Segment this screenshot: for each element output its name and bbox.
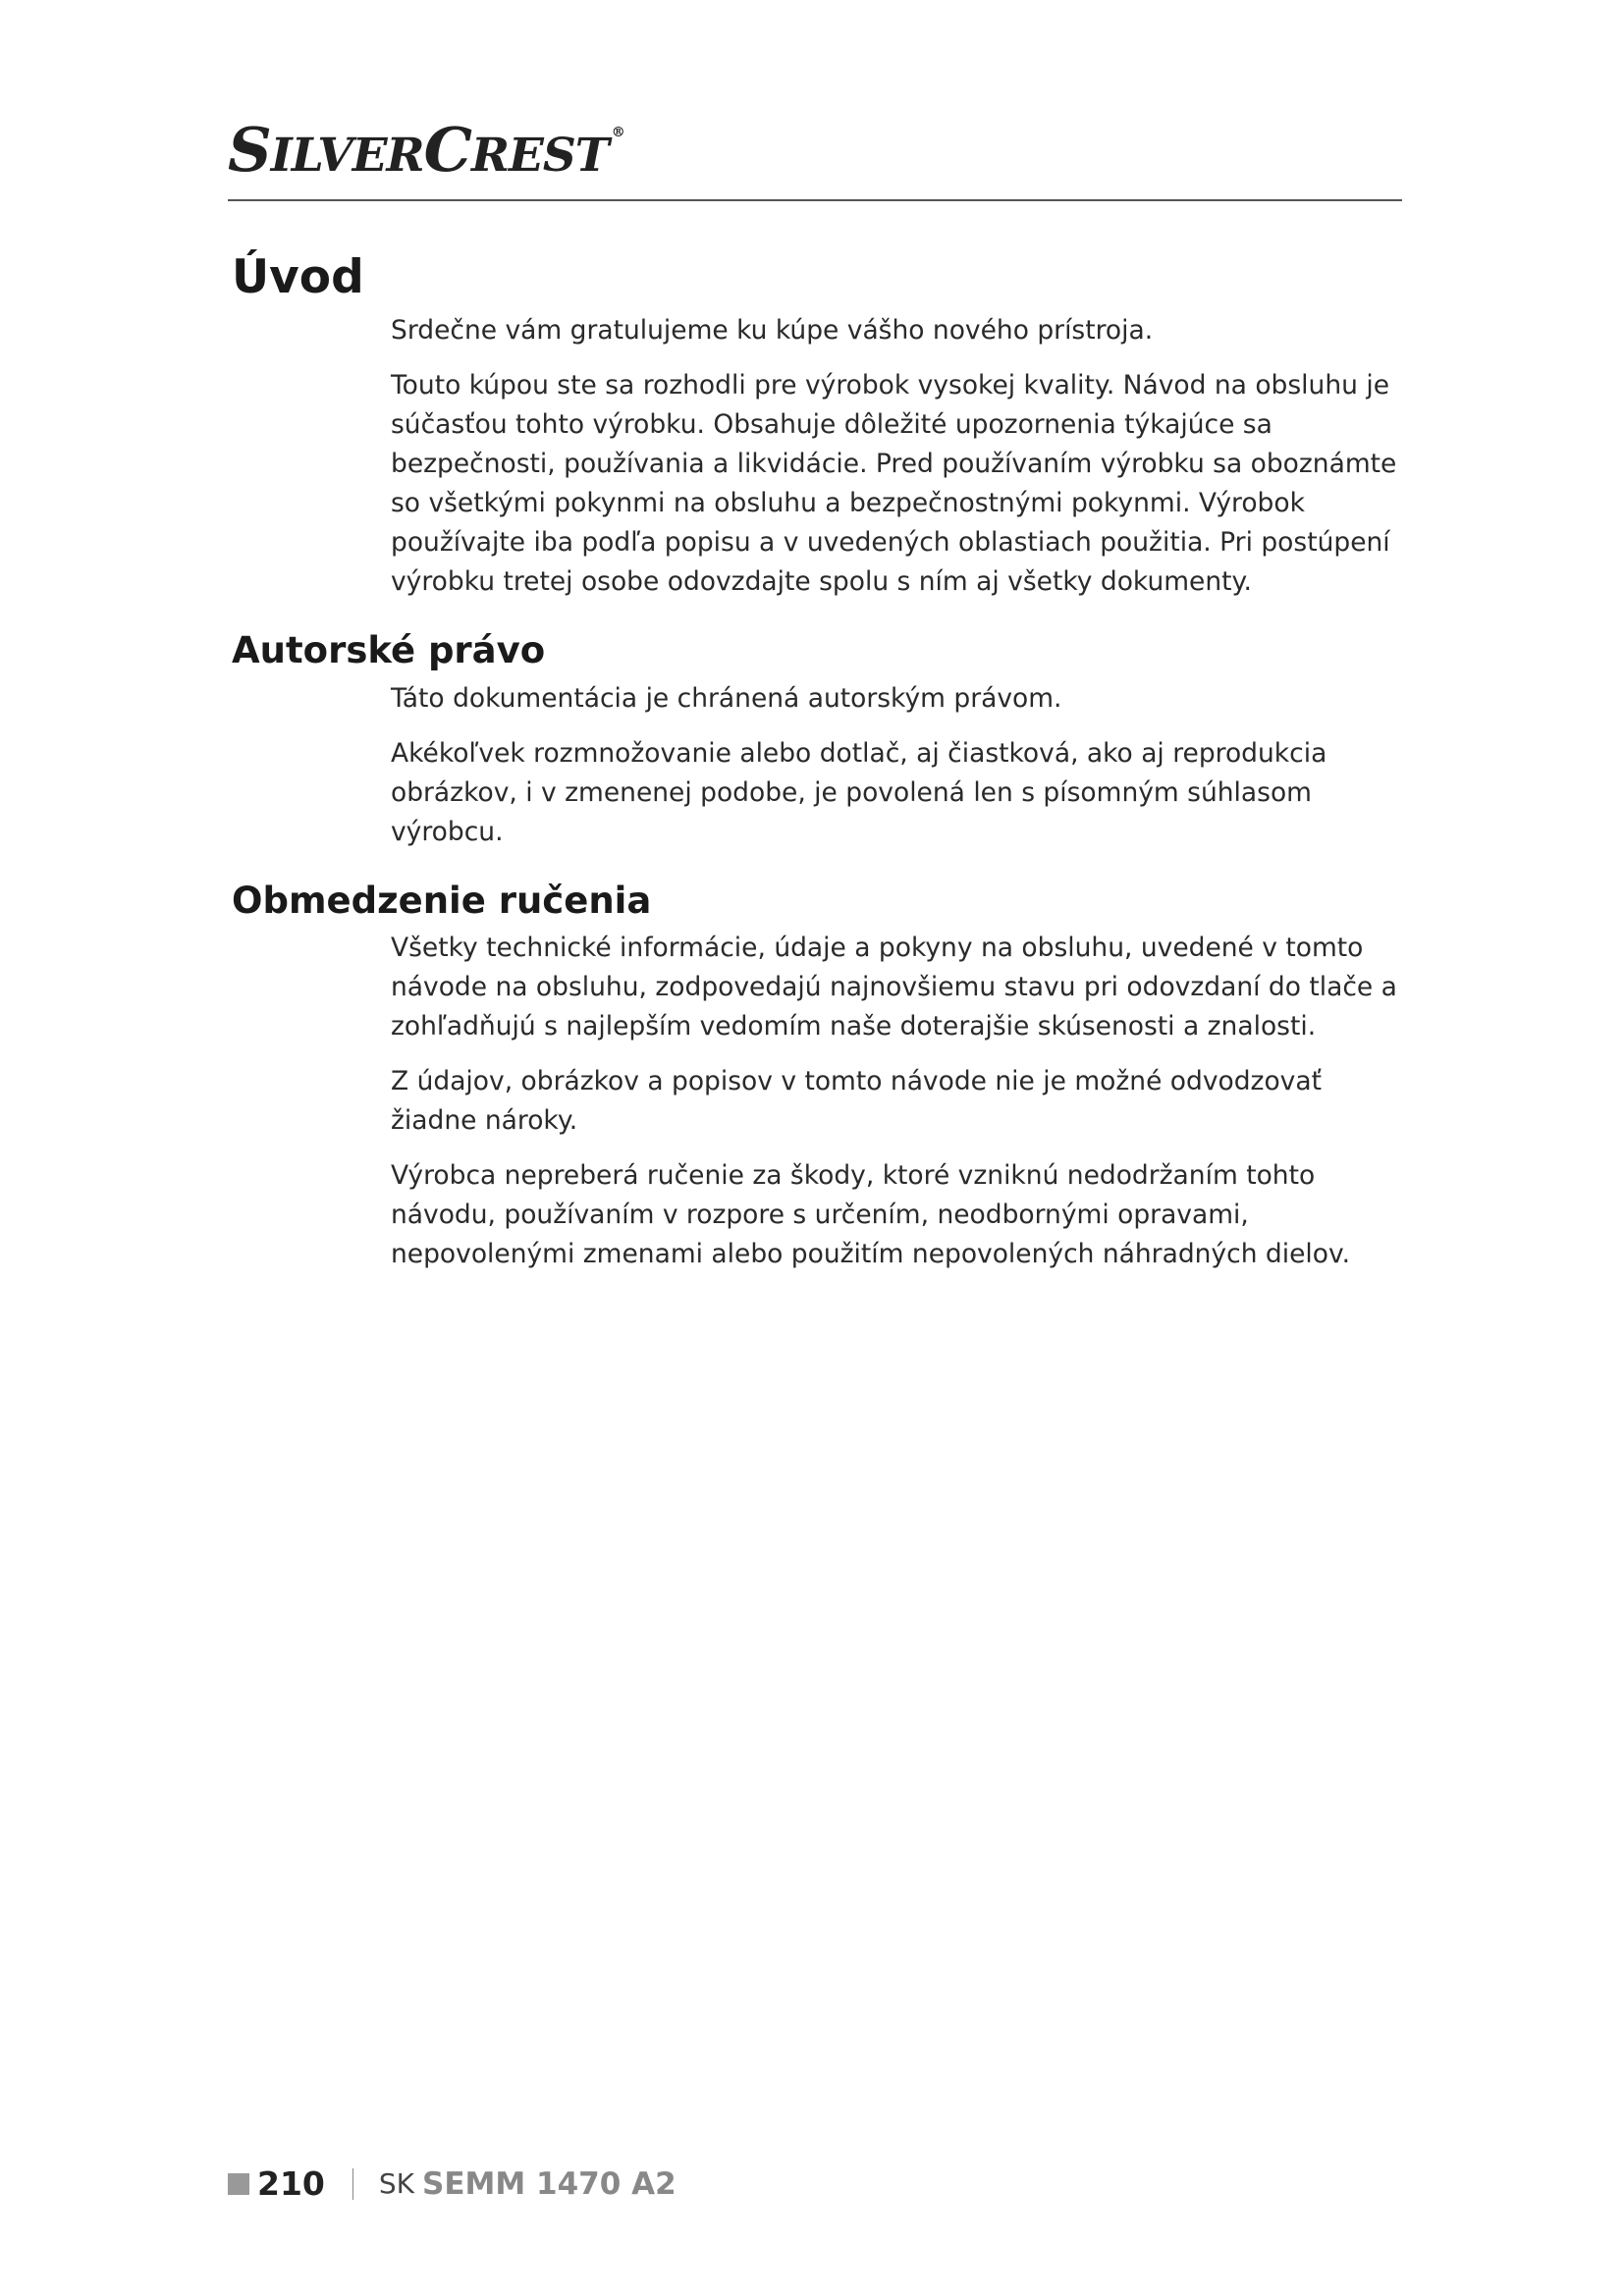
logo-part: ILVER <box>270 129 424 183</box>
footer-square-icon <box>228 2173 249 2195</box>
section-title: Autorské právo <box>232 629 546 672</box>
paragraph: Z údajov, obrázkov a popisov v tomto návode nie je možné odvodzovať žiadne nároky. <box>391 1066 1322 1137</box>
language-code: SK <box>378 2167 415 2200</box>
paragraph: Výrobca nepreberá ručenie za škody, ktoré vzniknú nedodržaním tohto návodu, používaním v rozpore s určením, neodbornými opravami, nepovolenými zmenami alebo použitím nepovolených náhradných dielov. <box>391 1160 1351 1270</box>
section-autorske-pravo <box>232 629 1410 851</box>
brand-logo <box>228 114 624 186</box>
section-body <box>391 679 1402 852</box>
paragraph: Touto kúpou ste sa rozhodli pre výrobok vysokej kvality. Návod na obsluhu je súčasťou tohto výrobku. Obsahuje dôležité upozornenia týkajúce sa bezpečnosti, používania a likvidácie. Pred používaním výrobku sa oboznámte so všetkými pokynmi na obsluhu a bezpečnostnými pokynmi. Výrobok používajte iba podľa popisu a v uvedených oblastiach použitia. Pri postúpení výrobku tretej osobe odovzdajte spolu s ním aj všetky dokumenty. <box>391 370 1397 598</box>
paragraph: Akékoľvek rozmnožovanie alebo dotlač, aj čiastková, ako aj reprodukcia obrázkov, i v zmenenej podobe, je povolená len s písomným súhlasom výrobcu. <box>391 737 1327 847</box>
paragraph: Všetky technické informácie, údaje a pokyny na obsluhu, uvedené v tomto návode na obsluhu, zodpovedajú najnovšiemu stavu pri odovzdaní do tlače a zohľadňujú s najlepším vedomím naše doterajšie skúsenosti a znalosti. <box>391 933 1397 1042</box>
paragraph: Táto dokumentácia je chránená autorským právom. <box>391 682 1062 714</box>
page-footer <box>228 2164 677 2203</box>
registered-mark: ® <box>611 125 624 140</box>
logo-part: REST <box>470 129 609 183</box>
section-body <box>391 311 1402 602</box>
section-title: Obmedzenie ručenia <box>232 879 652 922</box>
section-title: Úvod <box>232 250 364 304</box>
footer-divider <box>352 2168 353 2200</box>
section-body <box>391 929 1402 1274</box>
section-obmedzenie-rucenia <box>232 880 1410 1274</box>
paragraph: Srdečne vám gratulujeme ku kúpe vášho nového prístroja. <box>391 315 1154 347</box>
header-rule <box>228 199 1402 201</box>
page-content <box>232 250 1410 1302</box>
page-number: 210 <box>257 2164 325 2203</box>
model-number: SEMM 1470 A2 <box>422 2165 677 2202</box>
logo-part: C <box>423 114 471 186</box>
section-uvod <box>232 250 1410 602</box>
logo-part: S <box>228 114 271 186</box>
